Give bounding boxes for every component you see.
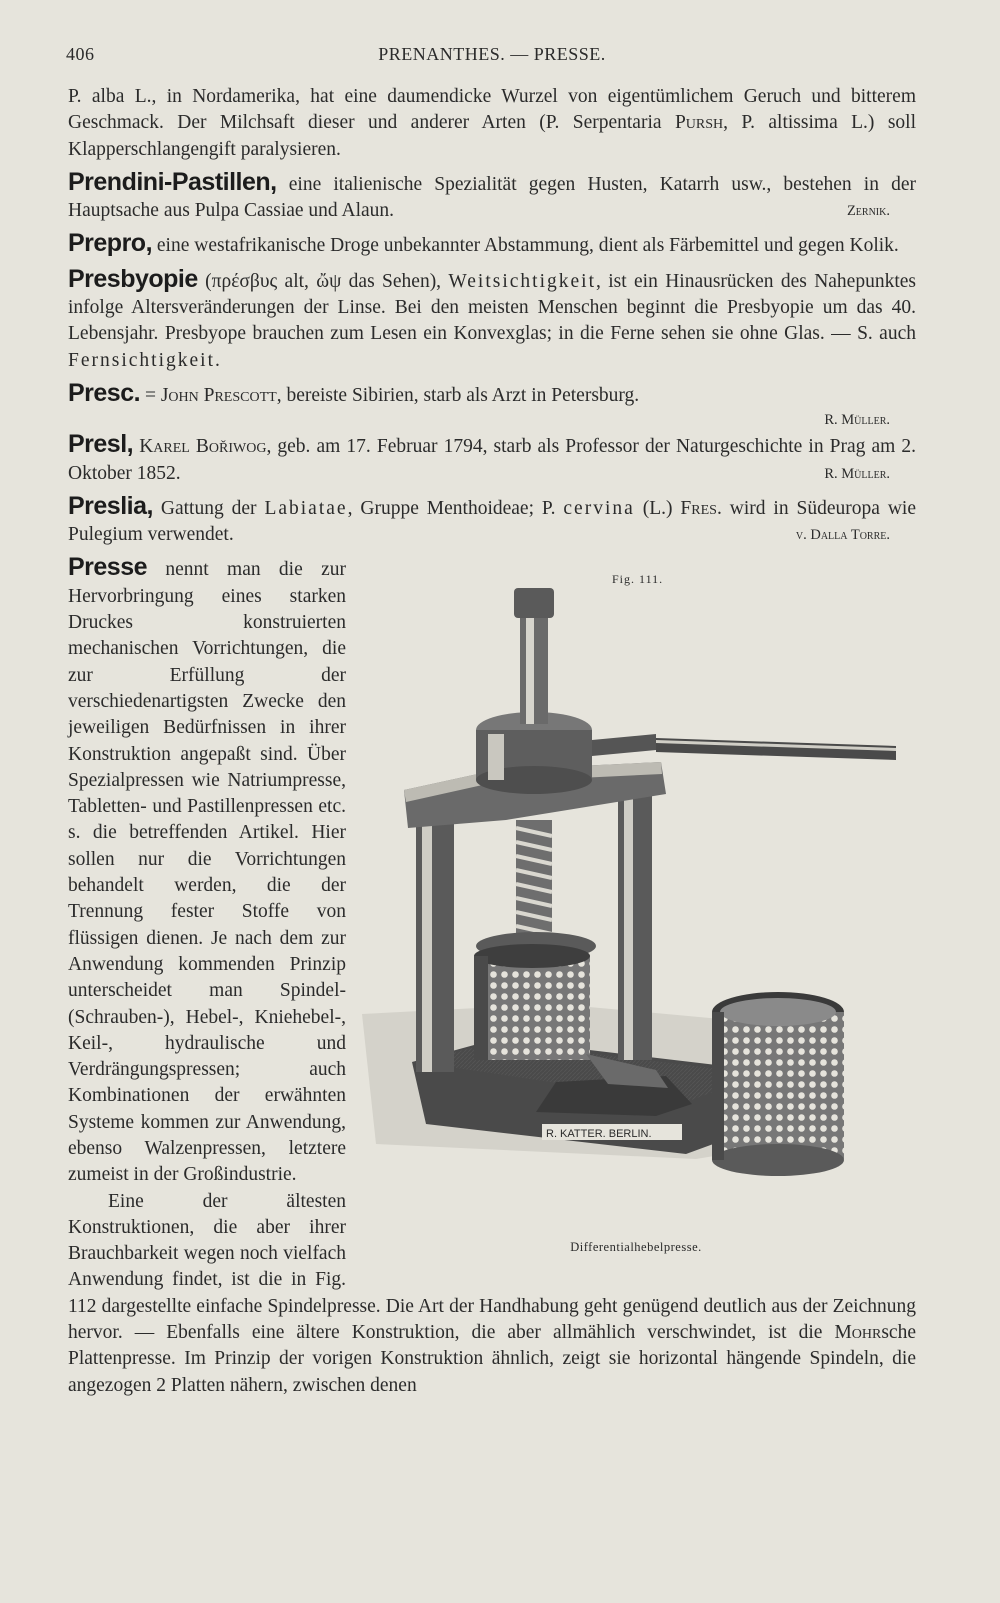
right-pillar [618,780,652,1060]
entry-presse: Fig. 111. R. KATTER. BERLIN. Differentialhebelpresse. Presse nennt man die zur Hervorbringung eines starken Druckes konstruierten mechanischen Vorrichtungen, die zur Erfüllung der verschiedenartigsten Zwecke den jeweiligen Bedürfnissen in ihrer Konstruktion angepaßt sind. Über Spezialpressen wie Natriumpresse, Tabletten- und Pastillenpressen etc. s. die betreffenden Artikel. Hier sollen nur die Vorrichtungen behandelt werden, die der Trennung fester Stoffe von flüssigen dienen. Je nach dem zur Anwendung kommenden Prinzip unterscheidet man Spindel- (Schrauben-), Hebel-, Kniehebel-, Keil-, hydraulische und Verdrängungspressen; auch Kombinationen der erwähnten Systeme kommen zur Anwendung, ebenso Walzenpressen, letztere zumeist in der Großindustrie. [68,554,916,1188]
lemma-prendini: Prendini-Pastillen, [68,167,277,196]
entry-presbyopie: Presbyopie (πρέσβυς alt, ὤψ das Sehen), Weitsichtigkeit, ist ein Hinausrücken des Nahepunktes infolge Altersveränderungen der Linse. Bei den meisten Menschen beginnt die Presbyopie um das 40. Lebensjahr. Presbyope brauchen zum Lesen ein Konvexglas; in die Ferne sehen sie ohne Glas. — S. auch Fernsichtigkeit. [68,264,916,371]
entry-presse-paragraph-2: Eine der ältesten Konstruktionen, die aber ihrer Brauchbarkeit wegen noch vielfach Anwendung findet, ist die in Fig. 112 dargestellte einfache Spindelpresse. Die Art der Handhabung geht genügend deutlich aus der Zeichnung hervor. — Ebenfalls eine ältere Konstruktion, die aber allmählich verschwindet, ist die Mohrsche Plattenpresse. Im Prinzip der vorigen Konstruktion ähnlich, zeigt sie horizontal hängende Spindeln, die angezogen 2 Platten nähern, zwischen denen [68,1190,916,1396]
signature-zernik: Zernik. [846,203,890,220]
entry-preslia: Preslia, Gattung der Labiatae, Gruppe Menthoideae; P. cervina (L.) Fres. wird in Südeuropa wie Pulegium verwendet. v. Dalla Torre. [68,493,916,549]
screw [516,820,552,940]
press-illustration [356,584,916,1234]
lemma-presbyopie: Presbyopie [68,264,198,293]
maker-plate-text: R. KATTER. BERLIN. [546,1128,652,1141]
spare-basket [712,1012,844,1160]
figure-caption: Differentialhebelpresse. [570,1240,702,1255]
entry-presl: Presl, Karel Bořiwog, geb. am 17. Februar 1794, starb als Professor der Naturgeschichte in Prag am 2. Oktober 1852. R. Müller. [68,431,916,487]
press-basket [474,956,590,1060]
article-body [68,84,916,1399]
lemma-presc: Presc. [68,378,141,407]
signature-mueller-1: R. Müller. [824,412,890,429]
entry-alba: P. alba L., in Nordamerika, hat eine daumendicke Wurzel von eigentümlichem Geruch und bitterem Geschmack. Der Milchsaft dieser und anderer Arten (P. Serpentaria Pursh, P. altissima L.) soll Klapperschlangengift paralysieren. [68,86,916,160]
figure-111 [356,562,916,1268]
lemma-presse: Presse [68,553,148,582]
entry-presc: Presc. = John Prescott, bereiste Sibirien, starb als Arzt in Petersburg. [68,378,640,407]
entry-prendini: Prendini-Pastillen, eine italienische Spezialität gegen Husten, Katarrh usw., bestehen in der Hauptsache aus Pulpa Cassiae und Alaun. Zernik. [68,169,916,225]
figure-label: Fig. 111. [612,572,664,587]
left-pillar [416,804,454,1072]
lemma-prepro: Prepro, [68,229,153,258]
signature-mueller-2: R. Müller. [824,465,890,482]
lemma-preslia: Preslia, [68,491,153,520]
entry-prepro: Prepro, eine westafrikanische Droge unbekannter Abstammung, dient als Färbemittel und gegen Kolik. [68,229,899,258]
running-title: PRENANTHES. — PRESSE. [378,44,606,64]
page-number: 406 [66,44,95,64]
running-header [66,44,918,70]
lemma-presl: Presl, [68,430,134,459]
signature-dalla-torre: v. Dalla Torre. [795,527,890,544]
